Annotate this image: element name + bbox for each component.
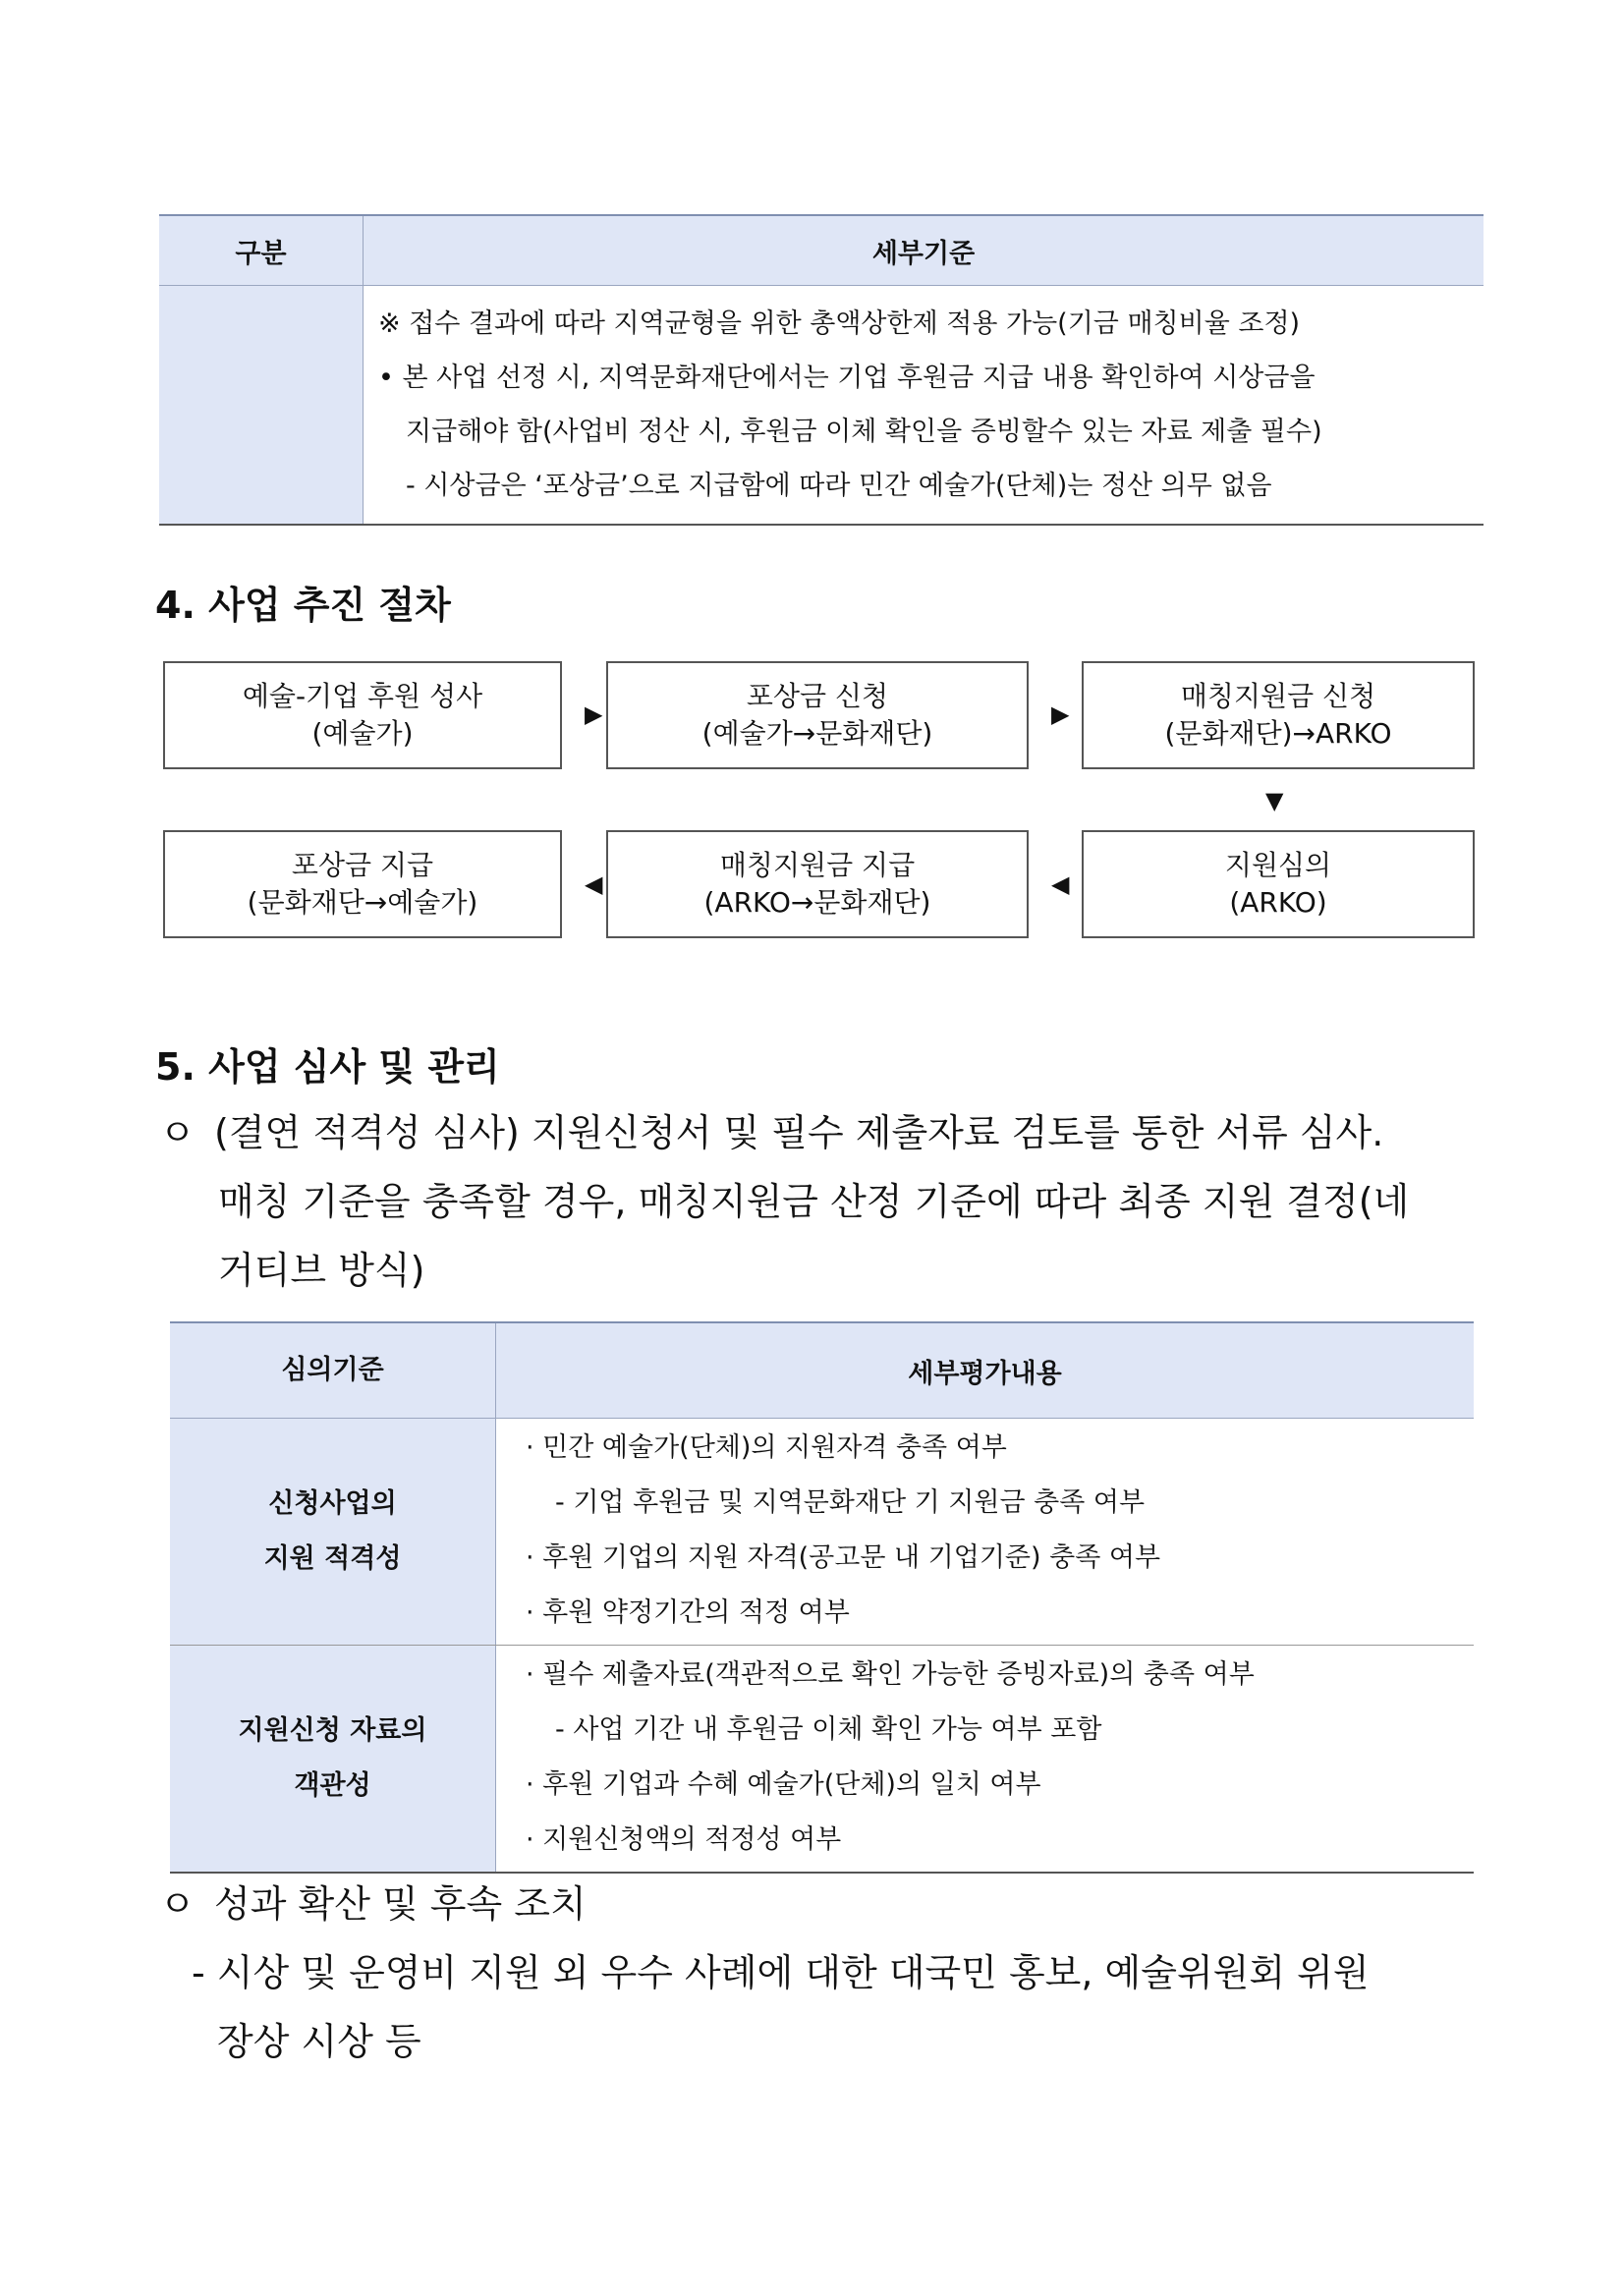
flow-step-5	[606, 830, 1029, 938]
evaluation-line: · 민간 예술가(단체)의 지원자격 충족 여부	[526, 1432, 1007, 1463]
section4-heading: 4. 사업 추진 절차	[155, 584, 451, 627]
flow-step-sub: (문화재단→예술가)	[247, 886, 478, 919]
evaluation-line: · 후원 기업의 지원 자격(공고문 내 기업기준) 충족 여부	[526, 1542, 1161, 1573]
flow-step-1	[163, 661, 562, 769]
flow-step-title: 예술-기업 후원 성사	[242, 680, 483, 712]
paragraph-line: 성과 확산 및 후속 조치	[214, 1882, 587, 1926]
flow-step-title: 지원심의	[1224, 849, 1332, 881]
flow-step-3	[1082, 661, 1475, 769]
review-criteria-table	[170, 1321, 1474, 1874]
review-table-header	[170, 1322, 1474, 1419]
flow-step-title: 포상금 지급	[291, 849, 434, 881]
criterion-line: 객관성	[294, 1770, 371, 1801]
review-table-row	[170, 1646, 1474, 1874]
paragraph-line: 매칭 기준을 충족할 경우, 매칭지원금 산정 기준에 따라 최종 지원 결정(네	[218, 1180, 1410, 1223]
circle-bullet-icon: ㅇ	[159, 1111, 196, 1154]
evaluation-cell	[496, 1646, 1475, 1874]
flow-step-title: 포상금 신청	[746, 680, 889, 712]
header-category: 구분	[159, 215, 364, 286]
followup-paragraph	[159, 1870, 1485, 1938]
paragraph-line: - 시상 및 운영비 지원 외 우수 사례에 대한 대국민 홍보, 예술위원회 위원	[192, 1951, 1370, 1994]
flow-step-sub: (예술가→문화재단)	[701, 717, 933, 750]
criterion-line: 신청사업의	[268, 1488, 397, 1519]
evaluation-line: - 기업 후원금 및 지역문화재단 기 지원금 충족 여부	[555, 1487, 1146, 1518]
detail-cell	[364, 286, 1484, 526]
circle-bullet-icon: ㅇ	[159, 1882, 196, 1926]
evaluation-line: - 사업 기간 내 후원금 이체 확인 가능 여부 포함	[555, 1714, 1102, 1745]
arrow-left-icon: ◀	[1051, 870, 1070, 898]
criteria-table	[159, 214, 1484, 526]
flow-step-2	[606, 661, 1029, 769]
flow-step-title: 매칭지원금 신청	[1180, 680, 1376, 712]
section5-heading: 5. 사업 심사 및 관리	[155, 1045, 500, 1089]
evaluation-line: · 후원 기업과 수혜 예술가(단체)의 일치 여부	[526, 1769, 1041, 1800]
criterion-cell	[170, 1646, 496, 1874]
flow-step-6	[163, 830, 562, 938]
arrow-left-icon: ◀	[585, 870, 603, 898]
flow-step-4	[1082, 830, 1475, 938]
review-paragraph	[159, 1098, 1485, 1305]
header-criterion: 심의기준	[170, 1322, 496, 1419]
flow-step-sub: (문화재단)→ARKO	[1164, 717, 1392, 750]
detail-line: • 본 사업 선정 시, 지역문화재단에서는 기업 후원금 지급 내용 확인하여 시상금을	[378, 363, 1316, 393]
evaluation-cell	[496, 1419, 1475, 1646]
category-cell	[159, 286, 364, 526]
criterion-cell	[170, 1419, 496, 1646]
arrow-right-icon: ▶	[1051, 700, 1070, 728]
flow-step-sub: (예술가)	[311, 717, 414, 750]
arrow-right-icon: ▶	[585, 700, 603, 728]
criterion-line: 지원신청 자료의	[238, 1715, 427, 1746]
paragraph-line: (결연 적격성 심사) 지원신청서 및 필수 제출자료 검토를 통한 서류 심사.	[214, 1111, 1384, 1154]
followup-detail-paragraph	[192, 1938, 1485, 2076]
paragraph-line: 장상 시상 등	[217, 2020, 421, 2063]
detail-line: 지급해야 함(사업비 정산 시, 후원금 이체 확인을 증빙할수 있는 자료 제출 필수)	[406, 417, 1322, 447]
flow-step-sub: (ARKO→문화재단)	[703, 886, 931, 919]
evaluation-line: · 지원신청액의 적정성 여부	[526, 1824, 842, 1855]
criteria-table-header	[159, 215, 1484, 286]
header-evaluation: 세부평가내용	[496, 1322, 1475, 1419]
criterion-line: 지원 적격성	[263, 1543, 402, 1574]
detail-line: ※ 접수 결과에 따라 지역균형을 위한 총액상한제 적용 가능(기금 매칭비율 조정)	[378, 308, 1301, 339]
header-detail: 세부기준	[364, 215, 1484, 286]
evaluation-line: · 후원 약정기간의 적정 여부	[526, 1597, 850, 1628]
paragraph-line: 거티브 방식)	[218, 1249, 425, 1292]
detail-line: - 시상금은 ‘포상금’으로 지급함에 따라 민간 예술가(단체)는 정산 의무 없음	[406, 471, 1272, 501]
flow-step-title: 매칭지원금 지급	[719, 849, 916, 881]
criteria-table-row	[159, 286, 1484, 526]
arrow-down-icon: ▼	[1265, 787, 1284, 814]
flow-step-sub: (ARKO)	[1229, 886, 1327, 919]
review-table-row	[170, 1419, 1474, 1646]
evaluation-line: · 필수 제출자료(객관적으로 확인 가능한 증빙자료)의 충족 여부	[526, 1659, 1255, 1690]
